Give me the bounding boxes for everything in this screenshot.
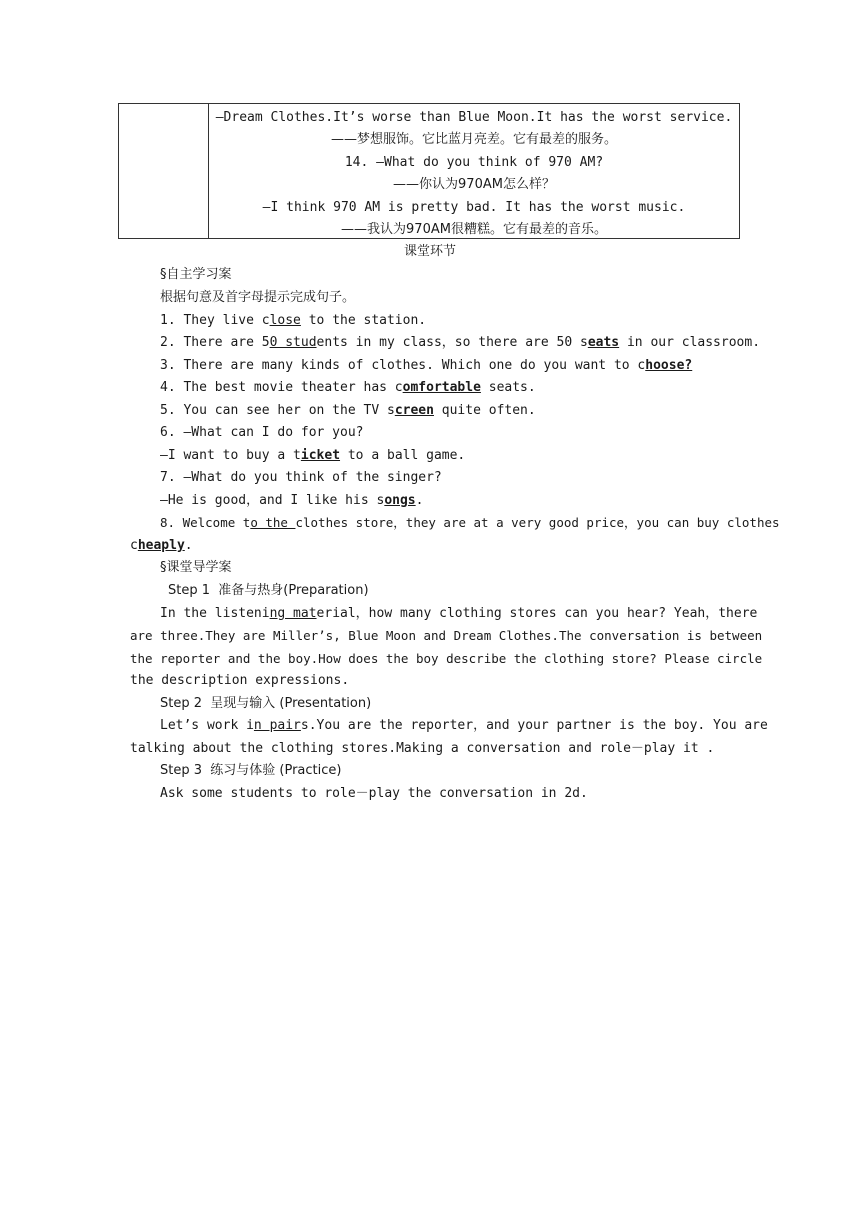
table-line: ——你认为970AM怎么样？ — [393, 177, 555, 192]
item-answer: creen — [394, 403, 434, 418]
table-line: 14. —What do you think of 970 AM? — [344, 155, 604, 170]
item-answer: hoose? — [645, 358, 693, 373]
item-text: 2. There are 5 — [160, 335, 270, 350]
exercise-item — [160, 448, 465, 464]
item-answer: icket — [300, 448, 341, 463]
exercise-item — [130, 538, 193, 554]
item-answer: eats — [587, 335, 620, 350]
item-text: —I want to buy a t — [160, 448, 301, 463]
step-1-line — [160, 606, 757, 622]
exercise-item: 6. —What can I do for you? — [160, 425, 364, 440]
item-answer: omfortable — [402, 380, 481, 395]
line-text: erial，how many clothing stores can you hear? Yeah，there — [316, 606, 758, 621]
line-answer: n pair — [253, 718, 301, 733]
item-text: c — [130, 538, 138, 553]
step-2-line: talking about the clothing stores.Making a conversation and role－play it . — [130, 741, 715, 756]
table-line: —Dream Clothes.It’s worse than Blue Moon.It has the worst service. — [215, 110, 733, 125]
item-answer: ongs — [384, 493, 416, 508]
exercise-item — [160, 335, 760, 351]
step-1-title: Step 1 准备与热身(Preparation) — [168, 583, 369, 598]
item-text: 8. Welcome t — [160, 515, 251, 530]
table-content-cell — [209, 104, 739, 238]
item-text: clothes store，they are at a very good price，you can buy clothes — [295, 515, 780, 530]
item-answer: o the — [250, 515, 296, 530]
item-text: . — [415, 493, 424, 508]
section-title: 课堂环节 — [403, 244, 456, 259]
item-text: in our classroom. — [619, 335, 761, 350]
exercise-item — [160, 403, 536, 419]
item-text: to the station. — [300, 313, 427, 328]
self-study-instruction: 根据句意及首字母提示完成句子。 — [160, 290, 356, 305]
line-text: s.You are the reporter，and your partner is the boy. You are — [300, 718, 768, 733]
class-guide-heading: §课堂导学案 — [160, 560, 232, 575]
line-text: In the listeni — [160, 606, 270, 621]
exercise-item — [160, 515, 780, 531]
table-line: ——梦想服饰。它比蓝月亮差。它有最差的服务。 — [330, 132, 617, 147]
table-line: —I think 970 AM is pretty bad. It has the worst music. — [262, 200, 686, 215]
item-text: to a ball game. — [340, 448, 466, 463]
item-text: 5. You can see her on the TV s — [160, 403, 395, 418]
item-text: quite often. — [433, 403, 536, 418]
step-1-line: are three.They are Miller’s, Blue Moon and Dream Clothes.The conversation is between — [130, 628, 763, 643]
step-2-title: Step 2 呈现与输入 (Presentation) — [160, 696, 372, 711]
exercise-item — [160, 493, 423, 509]
step-3-line: Ask some students to role－play the conversation in 2d. — [160, 786, 588, 801]
item-text: 3. There are many kinds of clothes. Which one do you want to c — [160, 358, 646, 373]
item-text: —He is good，and I like his s — [160, 493, 385, 508]
table-line: ——我认为970AM很糟糕。它有最差的音乐。 — [341, 222, 607, 237]
step-2-line — [160, 718, 768, 734]
item-answer: lose — [269, 313, 301, 328]
item-text: ents in my class，so there are 50 s — [316, 335, 588, 350]
item-answer: heaply — [137, 538, 185, 553]
self-study-heading: §自主学习案 — [160, 267, 232, 282]
item-text: . — [184, 538, 193, 553]
step-1-line: the description expressions. — [130, 673, 350, 688]
item-text: seats. — [480, 380, 536, 395]
exercise-item: 7. —What do you think of the singer? — [160, 470, 442, 485]
item-text: 1. They live c — [160, 313, 270, 328]
step-1-line: the reporter and the boy.How does the boy describe the clothing store? Please circle — [130, 651, 763, 666]
exercise-item — [160, 380, 536, 396]
item-answer: 0 stud — [269, 335, 317, 350]
exercise-item — [160, 358, 692, 374]
exercise-item — [160, 313, 426, 329]
line-answer: ng mat — [269, 606, 317, 621]
item-text: 4. The best movie theater has c — [160, 380, 403, 395]
step-3-title: Step 3 练习与体验 (Practice) — [160, 763, 342, 778]
dialogue-table — [118, 103, 740, 239]
line-text: Let’s work i — [160, 718, 254, 733]
